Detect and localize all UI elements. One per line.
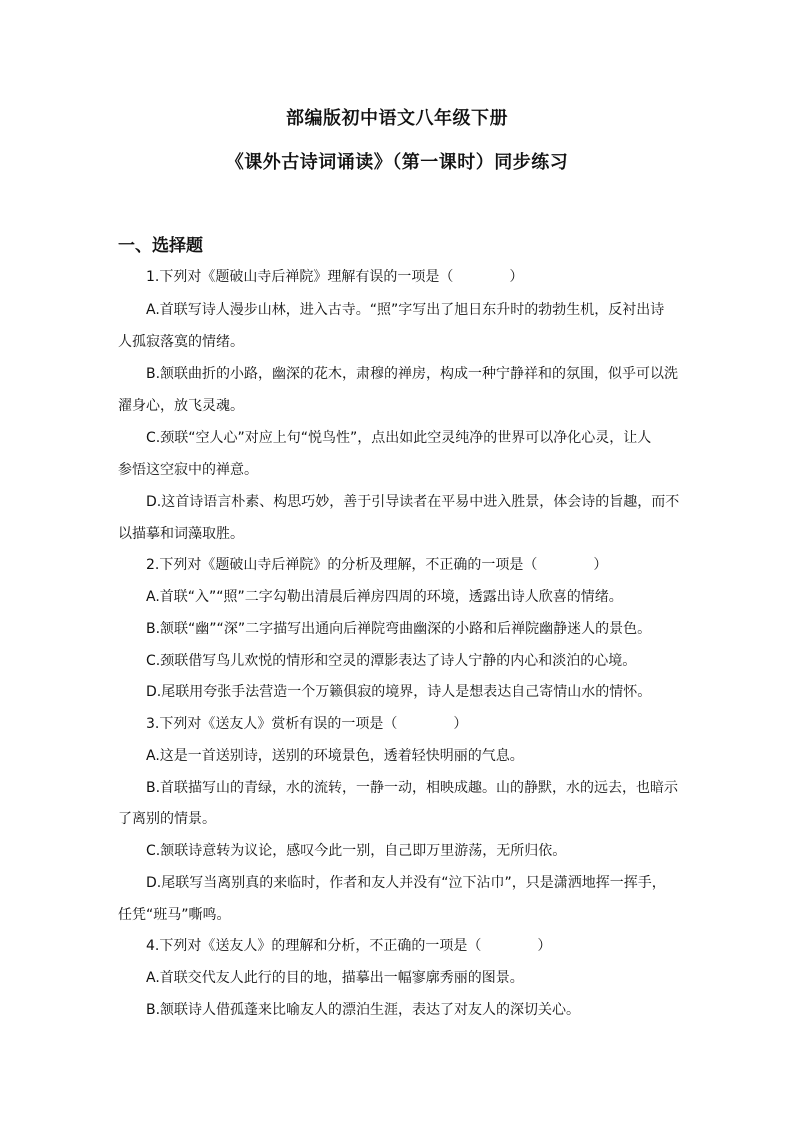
answer-option: B.颔联“幽”“深”二字描写出通向后禅院弯曲幽深的小路和后禅院幽静迷人的景色。 xyxy=(146,621,652,637)
answer-option: C.颈联“空人心”对应上句“悦鸟性”，点出如此空灵纯净的世界可以净化心灵，让人 xyxy=(146,430,652,446)
text-continuation: 参悟这空寂中的禅意。 xyxy=(118,462,258,478)
text-continuation: 濯身心，放飞灵魂。 xyxy=(118,398,244,414)
document-subtitle: 《课外古诗词诵读》（第一课时）同步练习 xyxy=(225,152,569,173)
text-continuation: 任凭“班马”嘶鸣。 xyxy=(118,907,231,923)
answer-option: A.这是一首送别诗，送别的环境景色，透着轻快明丽的气息。 xyxy=(146,748,524,764)
answer-option: D.尾联写当离别真的来临时，作者和友人并没有“泣下沾巾”，只是潇洒地挥一挥手， xyxy=(146,875,666,891)
answer-option: C.颈联借写鸟儿欢悦的情形和空灵的潭影表达了诗人宁静的内心和淡泊的心境。 xyxy=(146,653,637,669)
answer-option: A.首联写诗人漫步山林，进入古寺。“照”字写出了旭日东升时的勃勃生机，反衬出诗 xyxy=(146,302,665,318)
answer-option: C.颔联诗意转为议论，感叹今此一别，自己即万里游荡，无所归依。 xyxy=(146,843,567,859)
text-continuation: 了离别的情景。 xyxy=(118,811,216,827)
answer-option: A.首联交代友人此行的目的地，描摹出一幅寥廓秀丽的图景。 xyxy=(146,970,524,986)
question-stem: 3.下列对《送友人》赏析有误的一项是（ ） xyxy=(146,716,468,732)
document-title: 部编版初中语文八年级下册 xyxy=(286,108,508,129)
text-continuation: 以描摹和词藻取胜。 xyxy=(118,526,244,542)
answer-option: B.颔联曲折的小路，幽深的花木，肃穆的禅房，构成一种宁静祥和的氛围，似乎可以洗 xyxy=(146,366,679,382)
question-stem: 4.下列对《送友人》的理解和分析，不正确的一项是（ ） xyxy=(146,938,552,954)
question-stem: 1.下列对《题破山寺后禅院》理解有误的一项是（ ） xyxy=(146,269,524,285)
answer-option: B.首联描写山的青绿，水的流转，一静一动，相映成趣。山的静默，水的远去，也暗示 xyxy=(146,780,679,796)
answer-option: D.尾联用夸张手法营造一个万籁俱寂的境界，诗人是想表达自己寄情山水的情怀。 xyxy=(146,684,652,700)
text-continuation: 人孤寂落寞的情绪。 xyxy=(118,334,244,350)
answer-option: B.颔联诗人借孤蓬来比喻友人的漂泊生涯，表达了对友人的深切关心。 xyxy=(146,1002,581,1018)
answer-option: D.这首诗语言朴素、构思巧妙，善于引导读者在平易中进入胜景，体会诗的旨趣，而不 xyxy=(146,494,680,510)
answer-option: A.首联“入”“照”二字勾勒出清晨后禅房四周的环境，透露出诗人欣喜的情绪。 xyxy=(146,589,623,605)
question-stem: 2.下列对《题破山寺后禅院》的分析及理解，不正确的一项是（ ） xyxy=(146,557,608,573)
section-heading: 一、选择题 xyxy=(118,236,203,256)
